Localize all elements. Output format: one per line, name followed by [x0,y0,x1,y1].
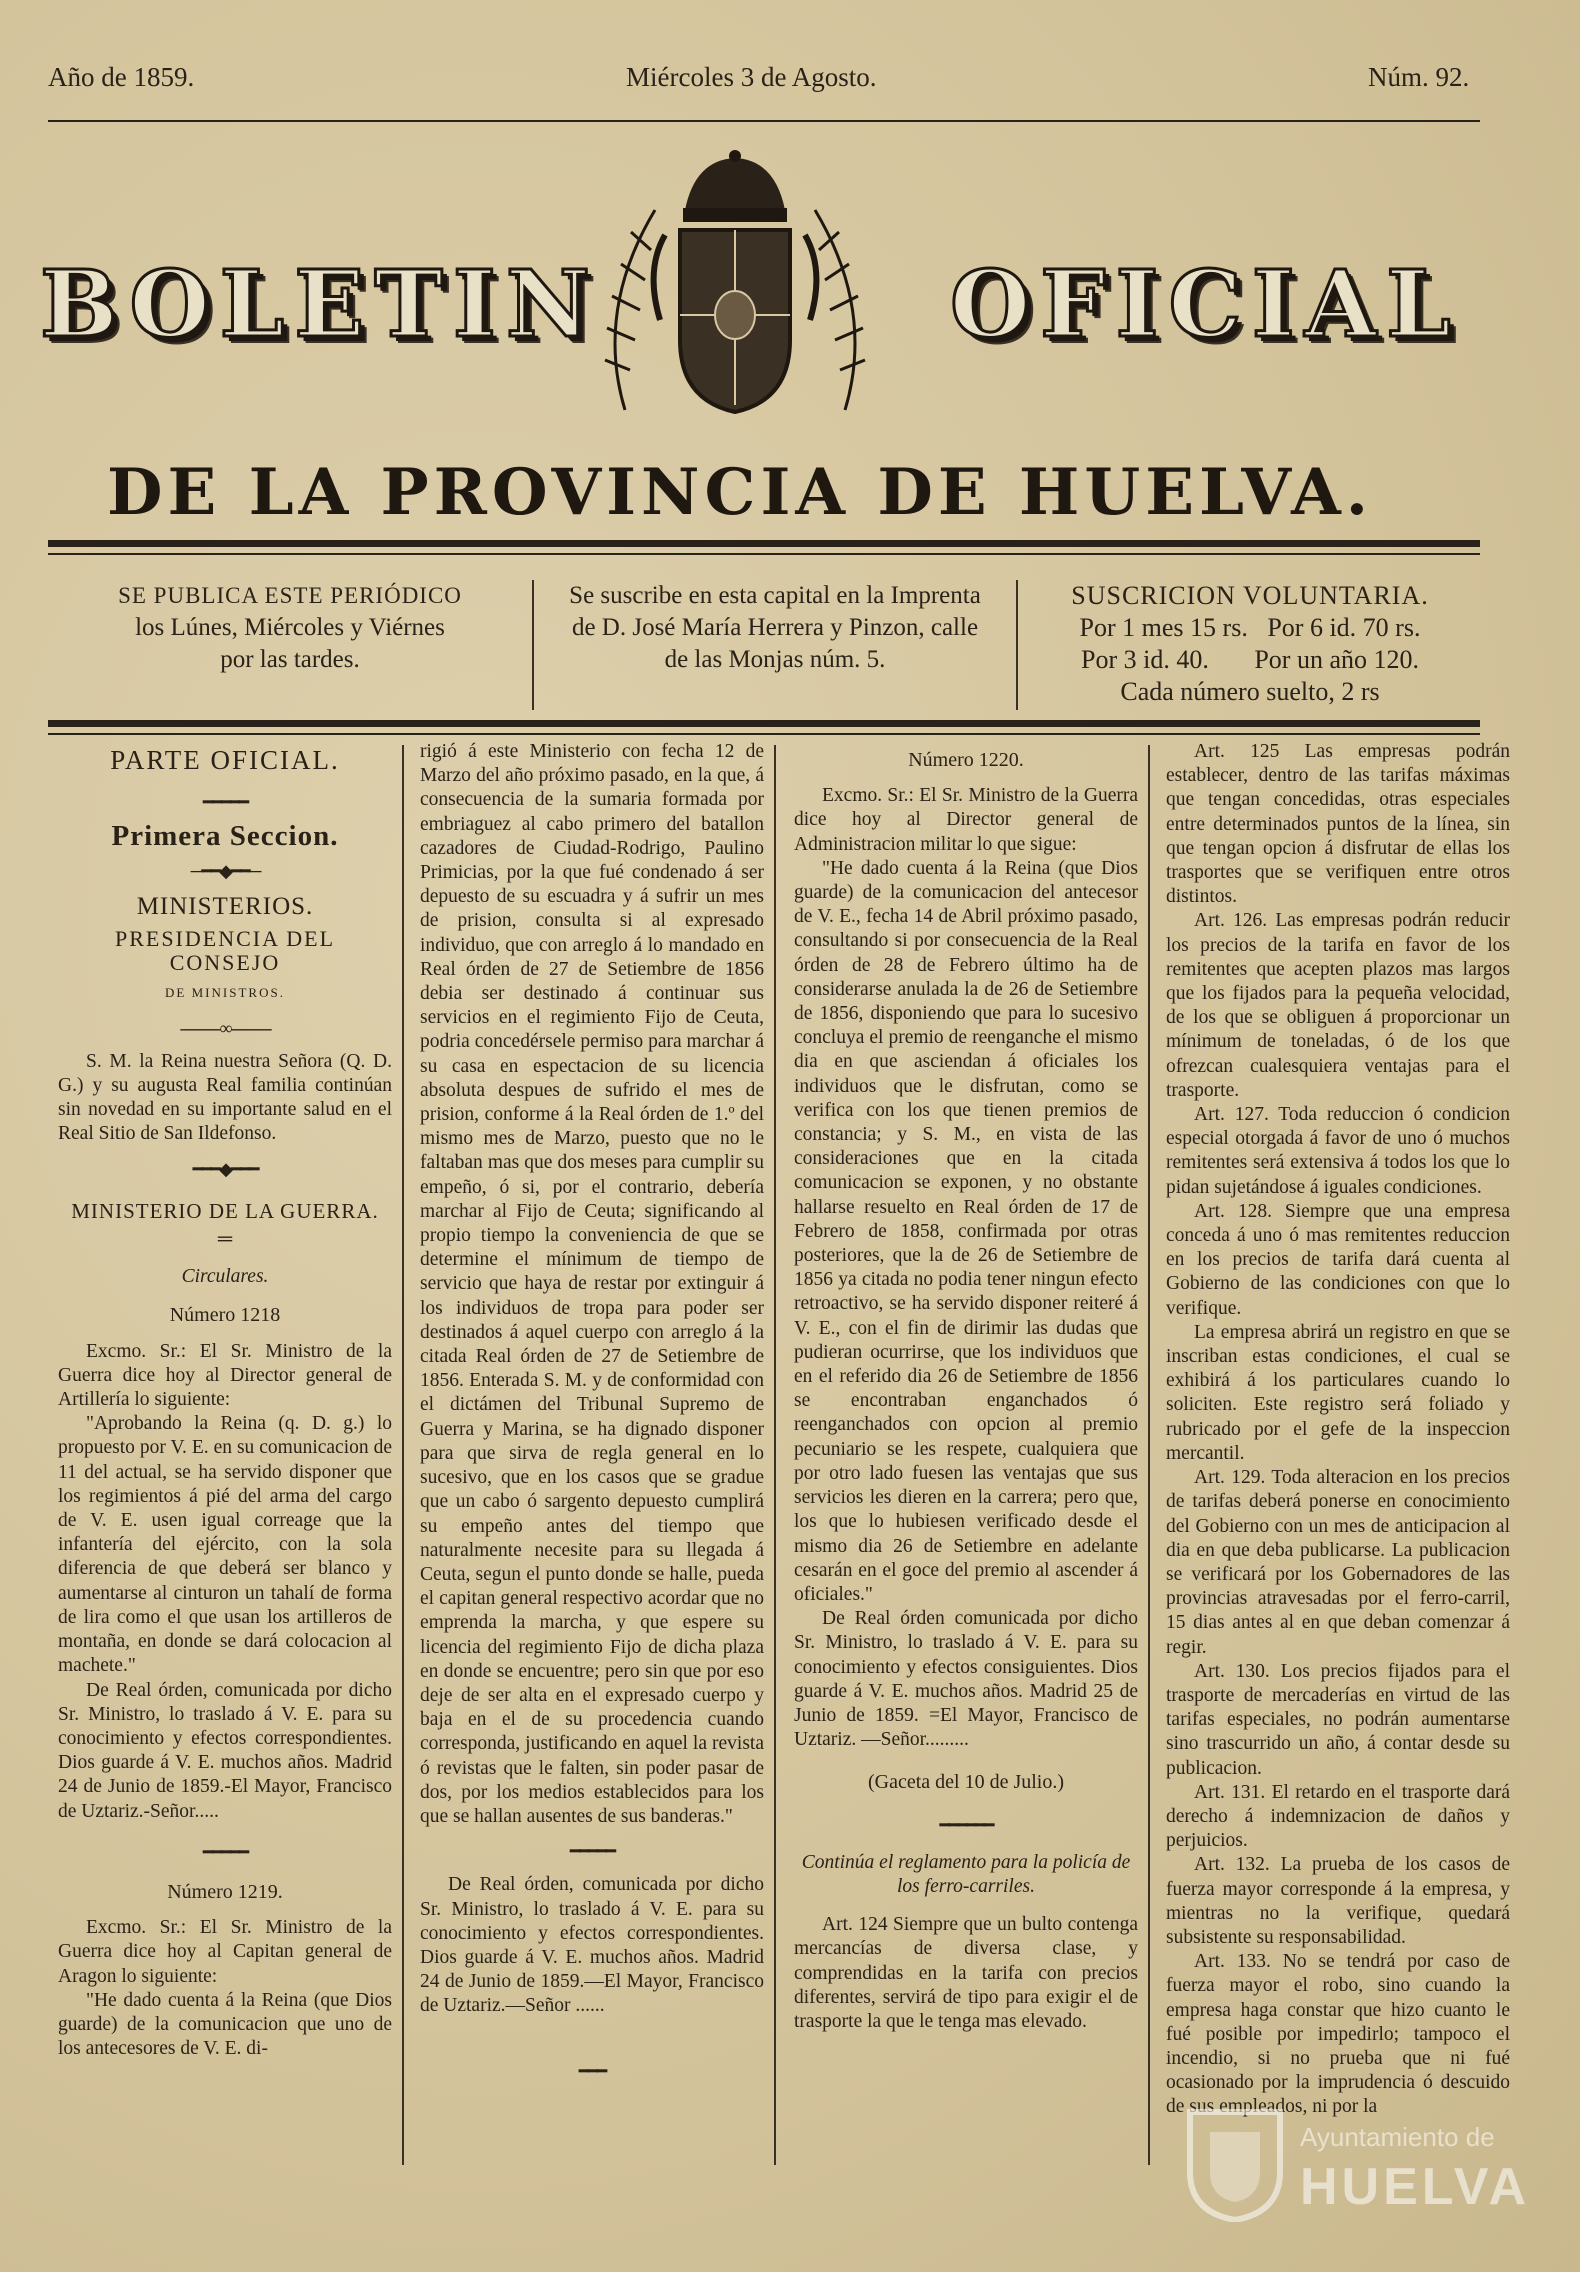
paragraph: De Real órden comunicada por dicho Sr. Ministro, lo traslado á V. E. para su conocimiento y efectos consiguientes. Dios guarde á V. E. muchos años. Madrid 25 de Junio de 1859. =El Mayor, Francisco de Uztariz. —Señor......... [794,1608,1138,1751]
column-1 [58,740,392,2061]
gaceta-reference: (Gaceta del 10 de Julio.) [867,1771,1065,1794]
masthead-rule-thick [48,540,1480,547]
subscription-line-2: de D. José María Herrera y Pinzon, calle [571,614,979,641]
column-2 [420,740,764,2093]
article-130: Art. 130. Los precios fijados para el trasporte de mercaderías en virtud de las tarifas especiales, no podrán aumentarse sino trascurrido un año, á contar desde su publicacion. [1166,1660,1510,1779]
column-3 [794,740,1138,2034]
masthead-word-boletin: BOLETIN [40,250,601,358]
year-label: Año de 1859. [48,62,195,92]
ornament: ━━━━━━ [939,1814,993,1835]
info-rule-thick [48,720,1480,727]
subscription-line-3: de las Monjas núm. 5. [664,646,886,673]
publication-line-3: por las tardes. [220,646,360,673]
paragraph: "Aprobando la Reina (q. D. g.) lo propuesto por V. E. en su comunicacion de 11 del actual, se ha servido disponer que los regimientos á pié del arma del cargo de V. E. usen igual correage que la infantería del ejército, con la sola diferencia de que deberá ser blanco y aumentarse al cinturon un tahalí de forma de lira como el que usan los artilleros de montaña, en donde se dará colocacion al machete." [58,1413,392,1677]
reglamento-heading: Continúa el reglamento para la policía de los ferro-carriles. [801,1851,1131,1897]
ornament: ━━━◆━━━ [192,1158,258,1179]
article-128-registry: La empresa abrirá un registro en que se inscriban estas condiciones, el cual se exhibirá á los particulares cuando lo soliciten. Este registro será foliado y rubricado por el gefe de la inspeccion mercantil. [1166,1321,1510,1464]
ministerios-heading: MINISTERIOS. [136,892,314,920]
info-divider-1 [532,580,534,710]
article-126: Art. 126. Las empresas podrán reducir los precios de la tarifa en favor de los remitentes que acepten plazos mas largos que los fijados para la pequeña velocidad, de los que se obliguen á proporcionar un mínimum de toneladas, ó de los que ofrezcan cualesquiera ventajas para el trasporte. [1166,910,1510,1101]
ornament: ━━━━━ [569,1841,615,1862]
coat-of-arms-icon [585,150,885,430]
ornament: ━━━━━ [202,1841,248,1862]
article-129: Art. 129. Toda alteracion en los precios de tarifas deberá ponerse en conocimiento del Gobierno con un mes de anticipacion al dia en que deba publicarse. La publicacion se verificará por los Gobernadores de las provincias atravesadas por el ferro-carril, 15 dias antes al en que deban comenzar á regir. [1166,1467,1510,1658]
parte-oficial-heading: PARTE OFICIAL. [110,745,340,775]
price-line-2: Por 3 id. 40. Por un año 120. [1081,645,1419,674]
ornament: ─━━◆━━─ [190,860,260,881]
city-shield-icon [1180,2102,1290,2222]
date-label: Miércoles 3 de Agosto. [626,62,877,92]
prices-info [1030,580,1470,708]
paragraph: Excmo. Sr.: El Sr. Ministro de la Guerra dice hoy al Director general de Administracion militar lo que sigue: [794,785,1138,855]
de-ministros-heading: DE MINISTROS. [165,985,285,1001]
subscription-info [540,580,1010,676]
paragraph: De Real órden, comunicada por dicho Sr. Ministro, lo traslado á V. E. para su conocimiento y efectos correspondientes. Dios guarde á V. E. muchos años. Madrid 24 de Junio de 1859.-El Mayor, Francisco de Uztariz.-Señor..... [58,1679,392,1822]
masthead-rule-thin [48,553,1480,555]
ministerio-guerra-heading: MINISTERIO DE LA GUERRA. [71,1198,379,1223]
info-divider-2 [1016,580,1018,710]
subscription-line-1: Se suscribe en esta capital en la Imprenta [569,582,981,609]
column-divider-2 [774,745,776,2165]
paragraph: Excmo. Sr.: El Sr. Ministro de la Guerra dice hoy al Capitan general de Aragon lo siguiente: [58,1917,392,1987]
publication-info [80,580,500,676]
prices-title: SUSCRICION VOLUNTARIA. [1071,581,1429,610]
article-128: Art. 128. Siempre que una empresa conceda á uno ó mas remitentes reduccion en los precios de tarifa dará cuenta al Gobierno de las condiciones con que lo verifique. [1166,1200,1510,1319]
paragraph: S. M. la Reina nuestra Señora (Q. D. G.) y su augusta Real familia continúan sin novedad en su importante salud en el Real Sitio de San Ildefonso. [58,1050,392,1145]
top-rule [48,120,1480,122]
article-132: Art. 132. La prueba de los casos de fuerza mayor corresponde á la empresa, y mientras no la verifique, quedará subsistente su responsabilidad. [1166,1854,1510,1948]
article-127: Art. 127. Toda reduccion ó condicion especial otorgada á favor de uno ó muchos remitentes será extensiva á todos los que lo pidan sujetándose á iguales condiciones. [1166,1104,1510,1198]
column-4 [1166,740,1510,2120]
presidencia-heading: PRESIDENCIA DEL CONSEJO [114,926,336,976]
masthead [40,150,1460,450]
watermark-line-1: Ayuntamiento de [1300,2122,1495,2152]
watermark-line-2: HUELVA [1300,2158,1531,2216]
article-125: Art. 125 Las empresas podrán establecer, dentro de las tarifas máximas que tengan concedidas, otras especiales entre determinados puntos de la línea, sin que tengan opcion á disfrutar de ellas los trasportes que se verifiquen entre otros distintos. [1166,741,1510,908]
ornament: ━━━ [578,2060,606,2081]
price-line-3: Cada número suelto, 2 rs [1120,677,1380,706]
masthead-subtitle: DE LA PROVINCIA DE HUELVA. [107,455,1373,530]
watermark [1180,2102,1531,2232]
column-divider-1 [402,745,404,2165]
paragraph: De Real órden, comunicada por dicho Sr. Ministro, lo traslado á V. E. para su conocimiento y efectos correspondientes. Dios guarde á V. E. muchos años. Madrid 24 de Junio de 1859.—El Mayor, Francisco de Uztariz.—Señor ...... [420,1874,764,2017]
number-1220: Número 1220. [908,749,1024,771]
primera-seccion-heading: Primera Seccion. [111,820,339,853]
column-divider-3 [1148,745,1150,2165]
paragraph: Excmo. Sr.: El Sr. Ministro de la Guerra dice hoy al Director general de Artillería lo siguiente: [58,1340,392,1411]
publication-line-2: los Lúnes, Miércoles y Viérnes [135,614,445,641]
number-1219: Número 1219. [167,1880,283,1903]
paragraph: "He dado cuenta á la Reina (que Dios guarde) de la comunicacion que uno de los antecesores de V. E. di- [58,1989,392,2060]
info-rule-thin [48,733,1480,735]
price-line-1: Por 1 mes 15 rs. Por 6 id. 70 rs. [1079,613,1421,642]
masthead-word-oficial: OFICIAL [950,250,1461,358]
double-rule: ═ [217,1228,233,1251]
ornament: ━━━━━ [202,792,248,813]
publication-line-1: SE PUBLICA ESTE PERIÓDICO [118,583,462,608]
paragraph: "He dado cuenta á la Reina (que Dios guarde) de la comunicacion del antecesor de V. E., fecha 14 de Abril próximo pasado, consultando si por consecuencia de la Real órden de 28 de Febrero último ha de considerarse anulada la de 26 de Setiembre de 1856, disponiendo que para lo sucesivo concluya el premio de reenganche el mismo dia en que asciendan á oficiales los individuos que le disfrutan, como se verifica con los que tienen premios de constancia; y S. M., en vista de las consideraciones que en la citada comunicacion se exponen, y no obstante hallarse resuelto en Real órden de 17 de Febrero de 1858, confirmada por otras posteriores, que la de 26 de Setiembre de 1856 ya citada no podia tener ningun efecto retroactivo, se ha servido disponer reiteré á V. E., con el fin de dirimir las dudas que pudieran ocurrirse, que los individuos que en el referido dia 26 de Setiembre de 1856 se encontraban enganchados ó reenganchados con opcion al premio pecuniario se les respete, cualquiera que por otro lado fuesen las ventajas que sus servicios les dieren en la carrera; pero que, los que lo hubiesen verificado desde el mismo dia 26 de Setiembre en adelante cesarán en el goce del premio al ascender á oficiales." [794,857,1138,1605]
paragraph: Art. 124 Siempre que un bulto contenga mercancías de diversa clase, y comprendidas en la tarifa con precios diferentes, servirá de tipo para exigir el de trasporte la que le tenga mas elevado. [794,1914,1138,2032]
article-133: Art. 133. No se tendrá por caso de fuerza mayor el robo, sino cuando la empresa haga constar que hizo cuanto le fué posible por impedirlo; tampoco el incendio, si no prueba que ni fué ocasionado por la imprudencia ó descuido de sus empleados, ni por la [1166,1951,1510,2118]
issue-number: Núm. 92. [1368,62,1470,92]
circulares-heading: Circulares. [181,1266,269,1288]
paragraph: rigió á este Ministerio con fecha 12 de Marzo del año próximo pasado, en la que, á consecuencia de la sumaria formada por embriaguez al cabo primero del batallon cazadores de Ciudad-Rodrigo, Paulino Primicias, por la que fué condenado á ser depuesto de su escuadra y á sufrir un mes de prision, consulta si al expresado individuo, que con arreglo á lo mandado en Real órden de 27 de Setiembre de 1856 debia ser destinado á continuar sus servicios en el regimiento Fijo de Ceuta, podria concedérsele permiso para marchar á su casa en espectacion de su licencia absoluta despues de sufrido el mes de prision, conforme á la Real órden de 1.º del mismo mes de Marzo, puesto que no le faltaban mas que dos meses para cumplir su empeño, ó si, por el contrario, debería marchar al Fijo de Ceuta; significando al propio tiempo la conveniencia de que se determine el mínimum de tiempo de servicio que haya de restar por extinguir á los individuos de tropa para poder ser destinados á aquel cuerpo con arreglo á la citada Real órden de 27 de Setiembre de 1856. Enterada S. M. y de conformidad con el dictámen del Tribunal Supremo de Guerra y Marina, se ha dignado disponer para que sirva de regla general en lo sucesivo, que en los casos que se gradue que un cabo ó sargento depuesto cumplirá su empeño antes del tiempo que naturalmente necesite para su llegada á Ceuta, segun el punto donde se halle, pueda el capitan general respectivo acordar que no emprenda la marcha, y que espere su licencia del regimiento Fijo de dicha plaza en donde se encuentre; pero sin que por eso deje de ser alta en el expresado cuerpo y baja en el de su procedencia cuando corresponda, justificando en aquel la revista ó revistas que le falten, sin poder pasar de dos, por los medios establecidos para los que se hallan ausentes de sus banderas." [420,741,764,1827]
number-1218: Número 1218 [169,1304,281,1327]
ornament: ----------∞---------- [179,1017,271,1038]
article-131: Art. 131. El retardo en el trasporte dará derecho á indemnizacion de daños y perjuicios. [1166,1781,1510,1852]
